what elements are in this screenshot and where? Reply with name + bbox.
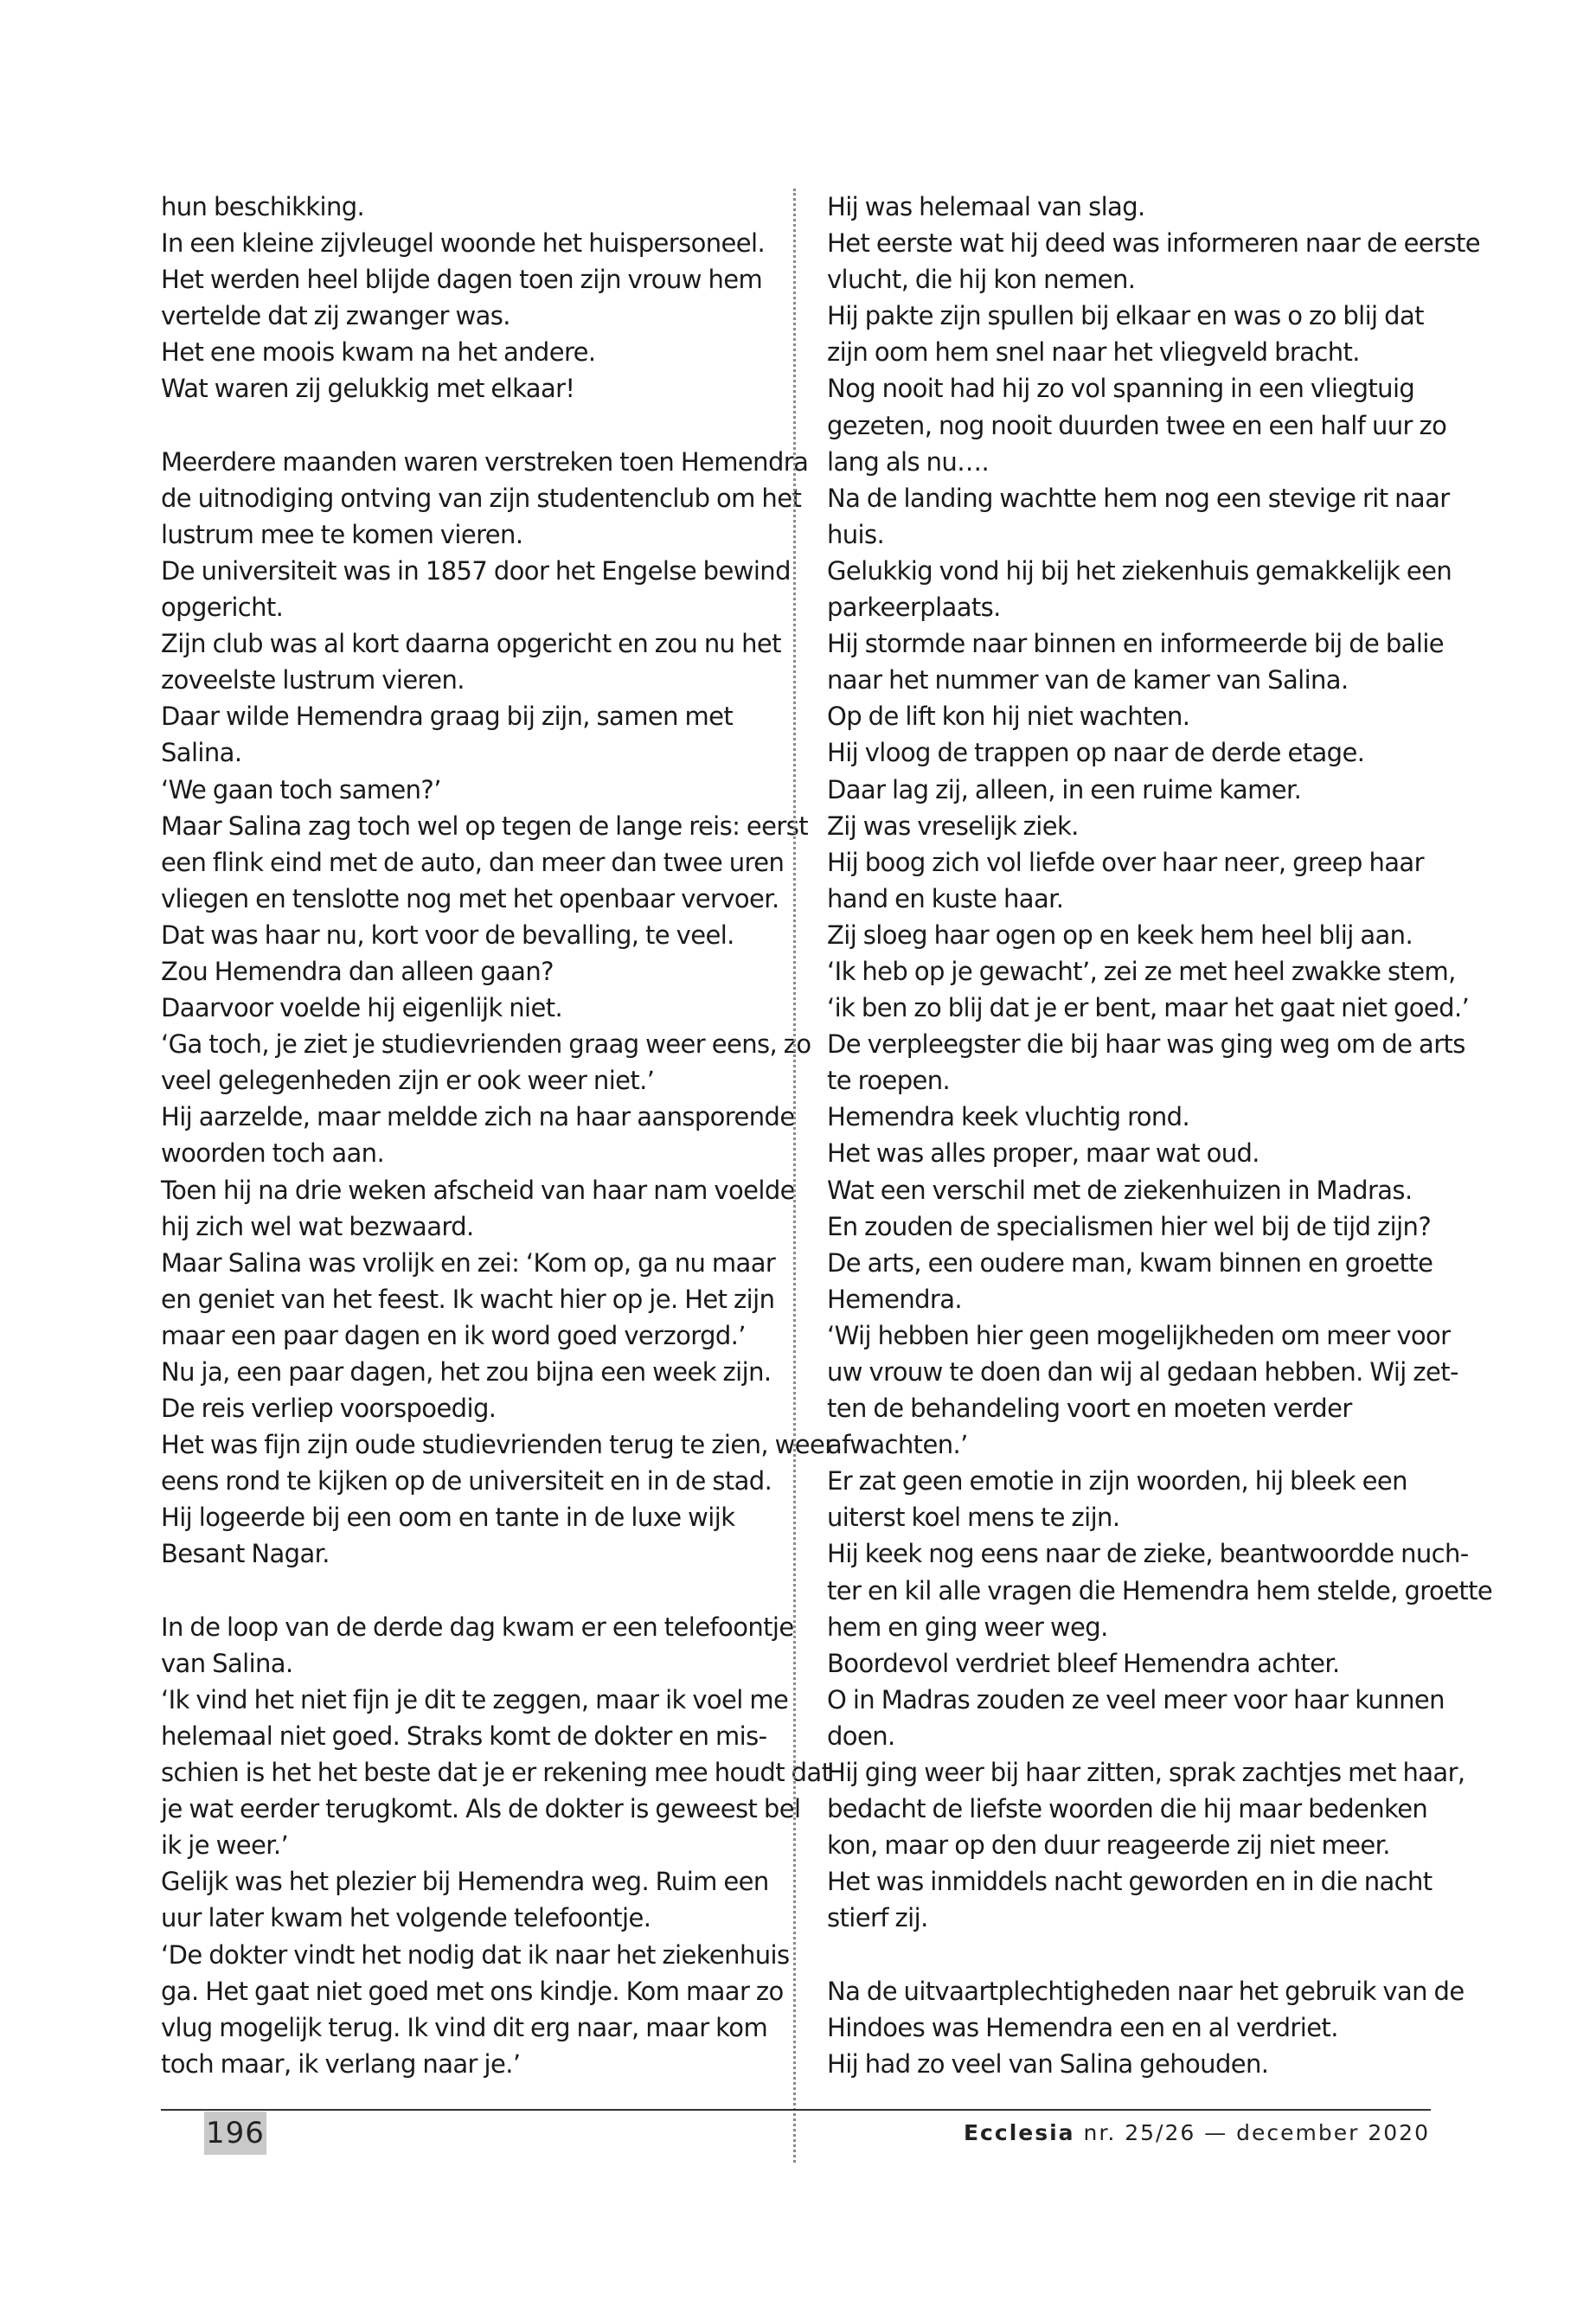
text-line: kon, maar op den duur reageerde zij niet meer. <box>827 1830 1390 1861</box>
text-line: de uitnodiging ontving van zijn studentenclub om het <box>161 483 802 513</box>
text-line: afwachten.’ <box>827 1430 968 1460</box>
text-line: ‘Ik vind het niet fijn je dit te zeggen, maar ik voel me <box>161 1684 789 1715</box>
text-line: hand en kuste haar. <box>827 883 1064 913</box>
text-line: O in Madras zouden ze veel meer voor haar kunnen <box>827 1684 1445 1715</box>
text-line: ‘Wij hebben hier geen mogelijkheden om meer voor <box>827 1320 1451 1350</box>
text-line: ten de behandeling voort en moeten verder <box>827 1394 1352 1424</box>
text-line: Nu ja, een paar dagen, het zou bijna een week zijn. <box>161 1357 772 1387</box>
text-line: Wat waren zij gelukkig met elkaar! <box>161 374 575 404</box>
text-line: En zouden de specialismen hier wel bij de tijd zijn? <box>827 1211 1432 1241</box>
text-line: Hij vloog de trappen op naar de derde etage. <box>827 738 1365 768</box>
text-line: Hij stormde naar binnen en informeerde bij de balie <box>827 629 1445 659</box>
text-line: parkeerplaats. <box>827 593 1001 623</box>
text-line: Hij ging weer bij haar zitten, sprak zachtjes met haar, <box>827 1758 1465 1788</box>
text-line: stierf zij. <box>827 1903 928 1933</box>
text-line: ‘We gaan toch samen?’ <box>161 774 441 804</box>
text-line: hem en ging weer weg. <box>827 1612 1108 1642</box>
text-line: doen. <box>827 1721 895 1751</box>
text-line: De reis verliep voorspoedig. <box>161 1394 497 1424</box>
text-line: Hij pakte zijn spullen bij elkaar en was o zo blij dat <box>827 301 1424 331</box>
text-line: Daar lag zij, alleen, in een ruime kamer. <box>827 774 1302 804</box>
text-line: De arts, een oudere man, kwam binnen en groette <box>827 1247 1433 1278</box>
issue-info: nr. 25/26 — december 2020 <box>1083 2120 1430 2145</box>
text-line: In de loop van de derde dag kwam er een telefoontje <box>161 1612 794 1642</box>
text-line: schien is het het beste dat je er rekening mee houdt dat <box>161 1758 831 1788</box>
text-line: Na de uitvaartplechtigheden naar het gebruik van de <box>827 1976 1465 2006</box>
text-line: lustrum mee te komen vieren. <box>161 519 523 549</box>
text-line: bedacht de liefste woorden die hij maar bedenken <box>827 1794 1428 1824</box>
text-line: Zij was vreselijk ziek. <box>827 811 1079 841</box>
text-line: Het was fijn zijn oude studievrienden terug te zien, weer <box>161 1430 835 1460</box>
text-line: vertelde dat zij zwanger was. <box>161 301 510 331</box>
text-line: uiterst koel mens te zijn. <box>827 1503 1120 1533</box>
text-line: je wat eerder terugkomt. Als de dokter is geweest bel <box>161 1794 801 1824</box>
text-line: Zij sloeg haar ogen op en keek hem heel blij aan. <box>827 920 1413 950</box>
text-line: Zijn club was al kort daarna opgericht en zou nu het <box>161 629 781 659</box>
text-line: ter en kil alle vragen die Hemendra hem stelde, groette <box>827 1575 1493 1606</box>
text-line: eens rond te kijken op de universiteit en in de stad. <box>161 1466 772 1497</box>
text-line: Maar Salina was vrolijk en zei: ‘Kom op, ga nu maar <box>161 1247 776 1278</box>
text-line: Hij keek nog eens naar de zieke, beantwoordde nuch- <box>827 1539 1469 1569</box>
text-line: hun beschikking. <box>161 192 365 221</box>
text-line: van Salina. <box>161 1648 293 1678</box>
text-line: Hij aarzelde, maar meldde zich na haar aansporende <box>161 1102 795 1132</box>
text-line: Hij boog zich vol liefde over haar neer, greep haar <box>827 847 1424 877</box>
paragraph-break <box>161 407 784 444</box>
text-line: hij zich wel wat bezwaard. <box>161 1211 474 1241</box>
right-column <box>827 189 1493 2082</box>
text-line: ‘Ga toch, je ziet je studievrienden graag weer eens, zo <box>161 1029 811 1060</box>
text-line: uur later kwam het volgende telefoontje. <box>161 1903 651 1933</box>
page-number: 196 <box>204 2112 266 2155</box>
text-line: ga. Het gaat niet goed met ons kindje. Kom maar zo <box>161 1976 784 2006</box>
text-line: helemaal niet goed. Straks komt de dokter en mis- <box>161 1721 767 1751</box>
text-line: toch maar, ik verlang naar je.’ <box>161 2048 521 2079</box>
text-line: Nog nooit had hij zo vol spanning in een vliegtuig <box>827 374 1415 404</box>
text-line: woorden toch aan. <box>161 1138 385 1169</box>
text-line: een flink eind met de auto, dan meer dan twee uren <box>161 847 785 877</box>
text-line: Dat was haar nu, kort voor de bevalling, te veel. <box>161 920 734 950</box>
text-line: Hij was helemaal van slag. <box>827 192 1145 221</box>
text-line: Het was alles proper, maar wat oud. <box>827 1138 1259 1169</box>
text-line: Hij had zo veel van Salina gehouden. <box>827 2048 1269 2079</box>
text-line: Hij logeerde bij een oom en tante in de luxe wijk <box>161 1503 735 1533</box>
text-line: Er zat geen emotie in zijn woorden, hij bleek een <box>827 1466 1407 1497</box>
text-line: ‘De dokter vindt het nodig dat ik naar het ziekenhuis <box>161 1939 790 1970</box>
text-line: vlucht, die hij kon nemen. <box>827 265 1136 295</box>
journal-name: Ecclesia <box>963 2120 1075 2145</box>
text-line: ‘Ik heb op je gewacht’, zei ze met heel zwakke stem, <box>827 956 1456 986</box>
column-divider <box>793 189 796 2163</box>
text-line: uw vrouw te doen dan wij al gedaan hebben. Wij zet- <box>827 1357 1458 1387</box>
text-line: Maar Salina zag toch wel op tegen de lange reis: eerst <box>161 811 809 841</box>
text-line: De universiteit was in 1857 door het Engelse bewind <box>161 555 791 586</box>
paragraph-break <box>161 1573 784 1609</box>
text-line: Boordevol verdriet bleef Hemendra achter. <box>827 1648 1340 1678</box>
text-line: gezeten, nog nooit duurden twee en een half uur zo <box>827 410 1447 440</box>
text-line: maar een paar dagen en ik word goed verzorgd.’ <box>161 1320 746 1350</box>
text-line: Hemendra keek vluchtig rond. <box>827 1102 1190 1132</box>
text-line: zijn oom hem snel naar het vliegveld bracht. <box>827 337 1360 368</box>
text-line: zoveelste lustrum vieren. <box>161 665 465 695</box>
text-line: Besant Nagar. <box>161 1539 330 1569</box>
footer-rule <box>161 2109 1431 2111</box>
text-line: ik je weer.’ <box>161 1830 289 1861</box>
text-line: Gelijk was het plezier bij Hemendra weg. Ruim een <box>161 1867 769 1897</box>
text-line: Salina. <box>161 738 242 768</box>
text-line: Het werden heel blijde dagen toen zijn vrouw hem <box>161 265 763 295</box>
text-line: opgericht. <box>161 593 284 623</box>
text-line: Toen hij na drie weken afscheid van haar nam voelde <box>161 1175 795 1205</box>
text-line: vliegen en tenslotte nog met het openbaar vervoer. <box>161 883 779 913</box>
text-line: en geniet van het feest. Ik wacht hier op je. Het zijn <box>161 1284 775 1314</box>
text-line: Gelukkig vond hij bij het ziekenhuis gemakkelijk een <box>827 555 1452 586</box>
paragraph-break <box>827 1937 1450 1973</box>
text-line: Zou Hemendra dan alleen gaan? <box>161 956 554 986</box>
text-line: vlug mogelijk terug. Ik vind dit erg naar, maar kom <box>161 2012 768 2042</box>
text-line: De verpleegster die bij haar was ging weg om de arts <box>827 1029 1465 1060</box>
text-line: Na de landing wachtte hem nog een stevige rit naar <box>827 483 1450 513</box>
text-line: naar het nummer van de kamer van Salina. <box>827 665 1349 695</box>
text-line: Daarvoor voelde hij eigenlijk niet. <box>161 993 563 1023</box>
text-line: Op de lift kon hij niet wachten. <box>827 702 1190 732</box>
text-line: Het ene moois kwam na het andere. <box>161 337 596 368</box>
text-line: Wat een verschil met de ziekenhuizen in Madras. <box>827 1175 1413 1205</box>
left-column <box>161 189 835 2082</box>
text-line: In een kleine zijvleugel woonde het huispersoneel. <box>161 228 766 259</box>
text-line: Daar wilde Hemendra graag bij zijn, samen met <box>161 702 734 732</box>
footer-citation <box>964 2118 1430 2149</box>
text-line: veel gelegenheden zijn er ook weer niet.’ <box>161 1066 655 1096</box>
text-line: Hindoes was Hemendra een en al verdriet. <box>827 2012 1338 2042</box>
text-line: Hemendra. <box>827 1284 963 1314</box>
text-line: Het was inmiddels nacht geworden en in die nacht <box>827 1867 1433 1897</box>
text-line: lang als nu…. <box>827 446 990 477</box>
text-line: Meerdere maanden waren verstreken toen Hemendra <box>161 446 809 477</box>
text-line: huis. <box>827 519 885 549</box>
text-line: te roepen. <box>827 1066 951 1096</box>
text-line: Het eerste wat hij deed was informeren naar de eerste <box>827 228 1480 259</box>
text-line: ‘ik ben zo blij dat je er bent, maar het gaat niet goed.’ <box>827 993 1470 1023</box>
